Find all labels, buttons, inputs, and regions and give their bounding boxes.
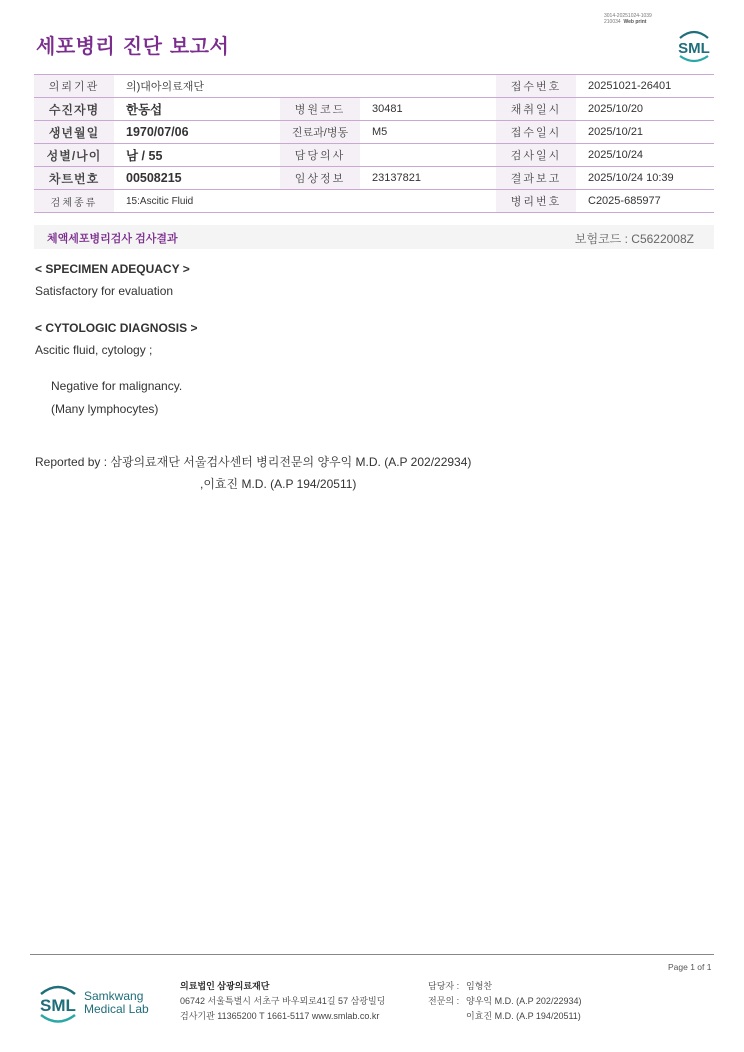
adequacy-heading: < SPECIMEN ADEQUACY > <box>35 262 190 276</box>
manager-name: 임형찬 <box>466 981 493 991</box>
diagnosis-heading: < CYTOLOGIC DIAGNOSIS > <box>35 321 198 335</box>
brand-line2: Medical Lab <box>84 1002 149 1016</box>
value-chart-number: 00508215 <box>114 167 280 190</box>
value-receipt-date: 2025/10/21 <box>576 121 714 144</box>
label-patient-name: 수진자명 <box>34 98 114 121</box>
info-row <box>34 98 714 121</box>
label-specimen-type: 검체종류 <box>34 190 114 213</box>
specialist-label: 전문의 : <box>428 996 460 1006</box>
diagnosis-note: (Many lymphocytes) <box>51 402 159 416</box>
diagnosis-line: Ascitic fluid, cytology ; <box>35 343 153 357</box>
value-result-report: 2025/10/24 10:39 <box>576 167 714 190</box>
value-birth-date: 1970/07/06 <box>114 121 280 144</box>
sml-logo-icon <box>674 26 714 64</box>
label-department: 진료과/병동 <box>280 121 360 144</box>
value-department: M5 <box>360 121 496 144</box>
label-collection-date: 채취일시 <box>496 98 576 121</box>
reported-by: Reported by : 삼광의료재단 서울검사센터 병리전문의 양우익 M.D. (A.P 202/22934) <box>35 455 472 469</box>
label-clinical-info: 임상정보 <box>280 167 360 190</box>
value-empty <box>360 190 496 213</box>
org-contact: 검사기관 11365200 T 1661-5117 www.smlab.co.kr <box>180 1011 380 1021</box>
value-physician <box>360 144 496 167</box>
sml-footer-logo-text: SML <box>40 996 76 1015</box>
reported-by-second: ,이효진 M.D. (A.P 194/20511) <box>200 477 357 491</box>
result-band <box>34 225 714 249</box>
value-requesting-org: 의)대아의료재단 <box>114 75 280 98</box>
info-row <box>34 167 714 190</box>
specialist-name: 이효진 M.D. (A.P 194/20511) <box>466 1011 581 1021</box>
result-section-title: 체액세포병리검사 검사결과 <box>47 233 178 245</box>
label-empty <box>280 190 360 213</box>
footer-divider <box>30 954 714 955</box>
value-receipt-number: 20251021-26401 <box>576 75 714 98</box>
label-physician: 담당의사 <box>280 144 360 167</box>
label-result-report: 결과보고 <box>496 167 576 190</box>
value-specimen-type: 15:Ascitic Fluid <box>114 190 280 213</box>
print-label: Web print <box>623 19 647 25</box>
adequacy-text: Satisfactory for evaluation <box>35 284 174 298</box>
page-number: Page 1 of 1 <box>668 962 712 972</box>
print-code <box>604 13 652 25</box>
value-clinical-info: 23137821 <box>360 167 496 190</box>
info-row <box>34 75 714 98</box>
value-patient-name: 한동섭 <box>114 98 280 121</box>
footer-org-block <box>180 979 385 1024</box>
label-chart-number: 차트번호 <box>34 167 114 190</box>
label-requesting-org: 의뢰기관 <box>34 75 114 98</box>
diagnosis-result: Negative for malignancy. <box>51 379 183 393</box>
label-hospital-code: 병원코드 <box>280 98 360 121</box>
specialist-name: 양우익 M.D. (A.P 202/22934) <box>466 996 582 1006</box>
print-code-line1: 3014-20251024-1039 <box>604 13 652 19</box>
value-sex-age: 남 / 55 <box>114 144 280 167</box>
info-row <box>34 121 714 144</box>
label-receipt-number: 접수번호 <box>496 75 576 98</box>
label-sex-age: 성별/나이 <box>34 144 114 167</box>
org-address: 06742 서울특별시 서초구 바우뫼로41길 57 삼광빌딩 <box>180 996 386 1006</box>
brand-line1: Samkwang <box>84 989 144 1003</box>
info-row <box>34 144 714 167</box>
value-test-date: 2025/10/24 <box>576 144 714 167</box>
value-collection-date: 2025/10/20 <box>576 98 714 121</box>
insurance-code: 보험코드 : C5622008Z <box>574 232 694 246</box>
info-row <box>34 190 714 213</box>
report-title: 세포병리 진단 보고서 <box>36 34 230 58</box>
print-code-line2: 210034 <box>604 19 621 25</box>
footer-staff-block <box>428 979 581 1024</box>
label-birth-date: 생년월일 <box>34 121 114 144</box>
sml-footer-logo-icon <box>36 980 80 1026</box>
label-pathology-number: 병리번호 <box>496 190 576 213</box>
value-pathology-number: C2025-685977 <box>576 190 714 213</box>
label-empty <box>280 75 360 98</box>
sml-logo-text: SML <box>678 40 710 57</box>
org-name: 의료법인 삼광의료재단 <box>180 981 270 991</box>
label-test-date: 검사일시 <box>496 144 576 167</box>
label-receipt-date: 접수일시 <box>496 121 576 144</box>
patient-info-table <box>34 74 714 213</box>
value-empty <box>360 75 496 98</box>
manager-label: 담당자 : <box>428 981 460 991</box>
value-hospital-code: 30481 <box>360 98 496 121</box>
